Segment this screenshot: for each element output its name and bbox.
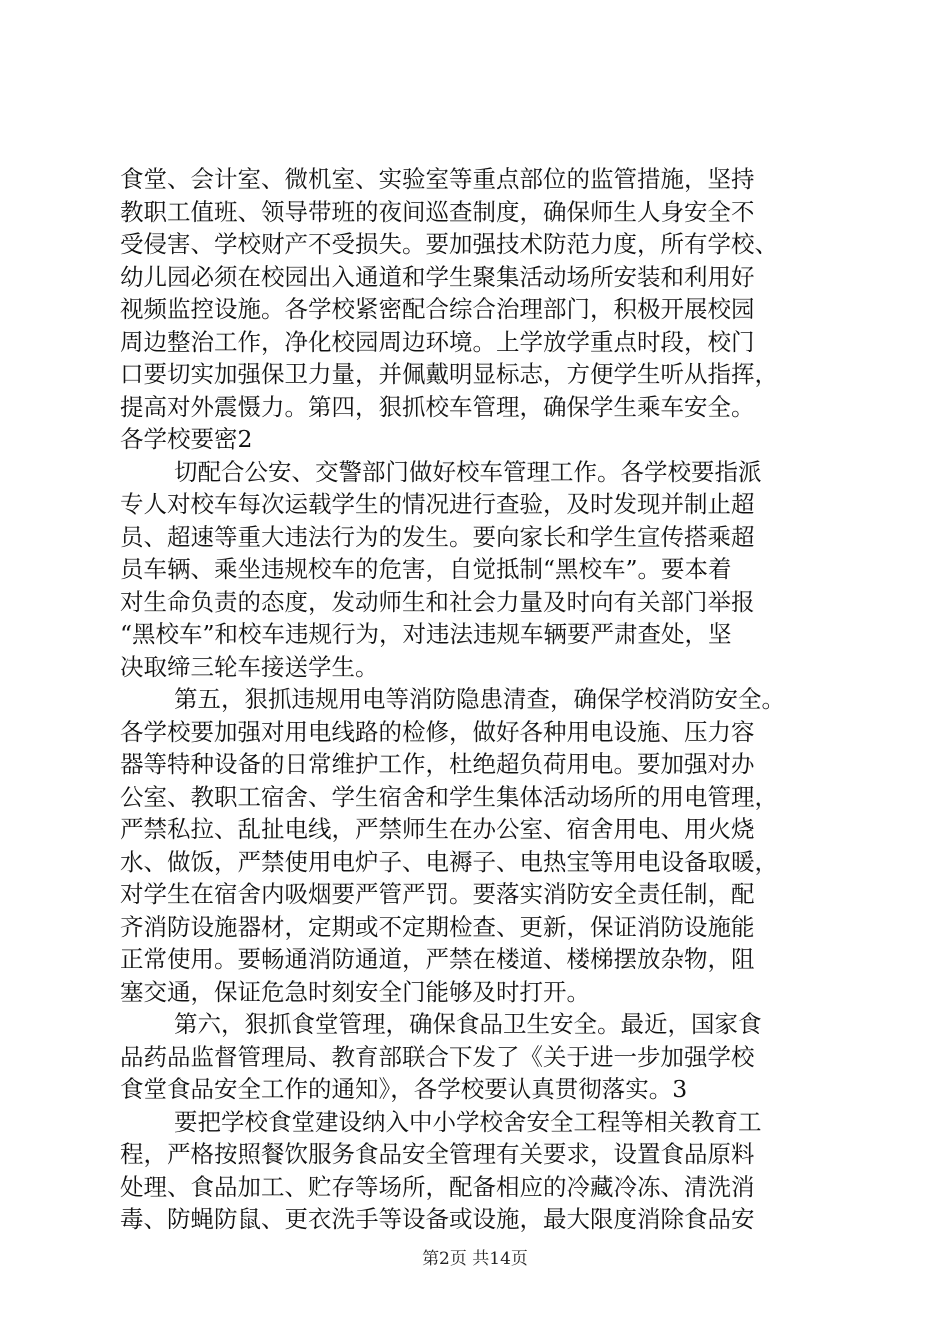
text-line: 齐消防设施器材，定期或不定期检查、更新，保证消防设施能 [120, 912, 755, 941]
text-line: 器等特种设备的日常维护工作，杜绝超负荷用电。要加强对办 [120, 750, 755, 778]
paragraph-start-line: 第五，狠抓违规用电等消防隐患清查，确保学校消防安全。 [174, 685, 785, 713]
text-line: 食堂、会计室、微机室、实验室等重点部位的监管措施，坚持 [120, 165, 755, 193]
text-line: 程，严格按照餐饮服务食品安全管理有关要求，设置食品原料 [120, 1140, 755, 1168]
text-line: 各学校要密2 [120, 425, 253, 453]
text-line: 品药品监督管理局、教育部联合下发了《关于进一步加强学校 [120, 1042, 755, 1071]
text-line: 对生命负责的态度，发动师生和社会力量及时向有关部门举报 [120, 587, 755, 616]
text-line: 提高对外震慑力。第四，狠抓校车管理，确保学生乘车安全。 [120, 392, 755, 421]
text-line: 食堂食品安全工作的通知》，各学校要认真贯彻落实。3 [120, 1075, 688, 1103]
text-line: 处理、食品加工、贮存等场所，配备相应的冷藏冷冻、清洗消 [120, 1172, 755, 1201]
text-line: 员、超速等重大违法行为的发生。要向家长和学生宣传搭乘超 [120, 522, 755, 551]
text-line: “黑校车”和校车违规行为，对违法违规车辆要严肃查处，坚 [120, 620, 732, 648]
text-line: 各学校要加强对用电线路的检修，做好各种用电设施、压力容 [120, 717, 755, 746]
text-line: 毒、防蝇防鼠、更衣洗手等设备或设施，最大限度消除食品安 [120, 1205, 755, 1233]
text-line: 周边整治工作，净化校园周边环境。上学放学重点时段，校门 [120, 327, 755, 356]
text-line: 对学生在宿舍内吸烟要严管严罚。要落实消防安全责任制，配 [120, 880, 755, 908]
text-line: 视频监控设施。各学校紧密配合综合治理部门，积极开展校园 [120, 295, 755, 323]
text-line: 口要切实加强保卫力量，并佩戴明显标志，方便学生听从指挥， [120, 360, 778, 388]
text-line: 受侵害、学校财产不受损失。要加强技术防范力度，所有学校、 [120, 230, 778, 258]
text-line: 员车辆、乘坐违规校车的危害，自觉抵制“黑校车”。要本着 [120, 555, 732, 583]
text-line: 正常使用。要畅通消防通道，严禁在楼道、楼梯摆放杂物，阻 [120, 945, 755, 973]
text-line: 水、做饭，严禁使用电炉子、电褥子、电热宝等用电设备取暖， [120, 847, 778, 876]
page-number-footer: 第2页 共14页 [422, 1249, 528, 1269]
text-line: 专人对校车每次运载学生的情况进行查验，及时发现并制止超 [120, 490, 755, 518]
text-line: 幼儿园必须在校园出入通道和学生聚集活动场所安装和利用好 [120, 262, 755, 291]
text-line: 严禁私拉、乱扯电线，严禁师生在办公室、宿舍用电、用火烧 [120, 815, 755, 843]
text-line: 教职工值班、领导带班的夜间巡查制度，确保师生人身安全不 [120, 197, 755, 226]
paragraph-start-line: 要把学校食堂建设纳入中小学校舍安全工程等相关教育工 [174, 1107, 762, 1136]
text-line: 决取缔三轮车接送学生。 [120, 652, 379, 681]
paragraph-start-line: 第六，狠抓食堂管理，确保食品卫生安全。最近，国家食 [174, 1010, 762, 1038]
document-body [120, 163, 860, 1236]
text-line: 公室、教职工宿舍、学生宿舍和学生集体活动场所的用电管理， [120, 782, 778, 811]
paragraph-start-line: 切配合公安、交警部门做好校车管理工作。各学校要指派 [174, 457, 762, 486]
text-line: 塞交通，保证危急时刻安全门能够及时打开。 [120, 977, 590, 1006]
